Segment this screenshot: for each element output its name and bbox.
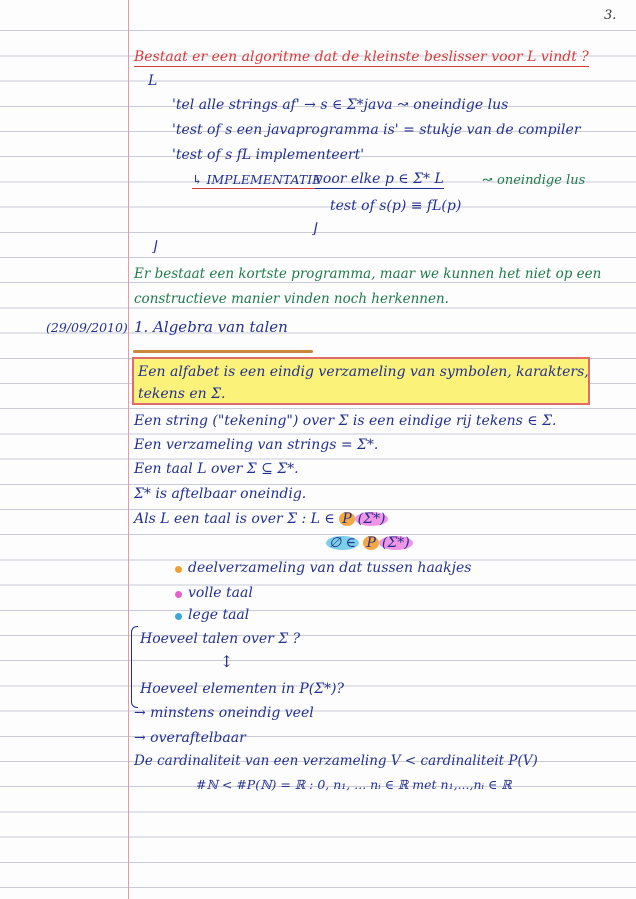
definition-box [132,357,590,405]
conclusion-line-2: constructieve manier vinden noch herkennen. [134,291,449,307]
power-set-symbol-2: P [363,536,378,550]
section-rule [133,350,313,353]
implementatie-label: ↳ IMPLEMENTATIE [192,172,322,187]
alg-line-1: 'tel alle strings af' → s ∈ Σ*java ↝ oneindige lus [172,97,509,113]
body-line-5-text: Als L een taal is over Σ : L ∈ [134,511,335,527]
body-line-3: Een taal L over Σ ⊆ Σ*. [134,461,299,477]
alg-line-3: 'test of s fL implementeert' [172,147,365,163]
alg-line-4-impl [192,174,321,187]
margin-line [128,0,129,899]
alg-line-4-for [315,172,444,186]
body-line-5 [134,512,388,526]
alg-open-L: L [148,73,158,89]
page-number: 3. [604,8,617,23]
question-brace [131,626,138,708]
sigma-star-set: (Σ*) [355,512,389,526]
question-1: Hoeveel talen over Σ ? [140,631,301,647]
definition-line-1: Een alfabet is een eindig verzameling van symbolen, karakters, [138,364,589,380]
body-line-6 [326,536,413,550]
alg-close-outer: ⌋ [152,239,158,255]
answer-1: → minstens oneindig veel [134,705,314,721]
sigma-star-set-2: (Σ*) [379,536,413,550]
alg-close-inner: ⌋ [312,221,318,237]
legend-orange: deelverzameling van dat tussen haakjes [188,560,472,576]
power-set-symbol: P [339,512,354,526]
cardinality-line-1: De cardinaliteit van een verzameling V < cardinaliteit P(V) [134,753,538,769]
pink-bullet-icon [175,591,182,598]
orange-bullet-icon [175,566,182,573]
empty-set-symbol: ∅ ∈ [326,536,359,550]
legend-teal: lege taal [188,607,250,623]
question-2: Hoeveel elementen in P(Σ*)? [140,681,345,697]
teal-bullet-icon [175,613,182,620]
alg-line-2: 'test of s een javaprogramma is' = stukje van de compiler [172,122,581,138]
body-line-4: Σ* is aftelbaar oneindig. [134,486,307,502]
conclusion-line-1: Er bestaat een kortste programma, maar we kunnen het niet op een [134,266,602,282]
question-heading [134,50,589,64]
alg-line-5: test of s(p) ≡ fL(p) [330,198,462,214]
alg-line-4-loop: ↝ oneindige lus [482,173,586,188]
definition-line-2: tekens en Σ. [138,386,226,402]
question-text: Bestaat er een algoritme dat de kleinste beslisser voor L vindt ? [134,49,589,65]
body-line-2: Een verzameling van strings = Σ*. [134,437,379,453]
body-line-1: Een string ("tekening") over Σ is een eindige rij tekens ∈ Σ. [134,413,557,429]
for-each-text: voor elke p ∈ Σ* L [315,171,444,187]
cardinality-line-2: #ℕ < #P(ℕ) = ℝ : 0, n₁, ... nᵢ ∈ ℝ met n₁,...,nᵢ ∈ ℝ [196,777,512,792]
answer-2: → overaftelbaar [134,730,246,746]
section-title: 1. Algebra van talen [134,318,288,336]
legend-pink: volle taal [188,585,253,601]
double-arrow-icon: ↕ [220,652,234,671]
date-margin: (29/09/2010) [46,320,128,335]
